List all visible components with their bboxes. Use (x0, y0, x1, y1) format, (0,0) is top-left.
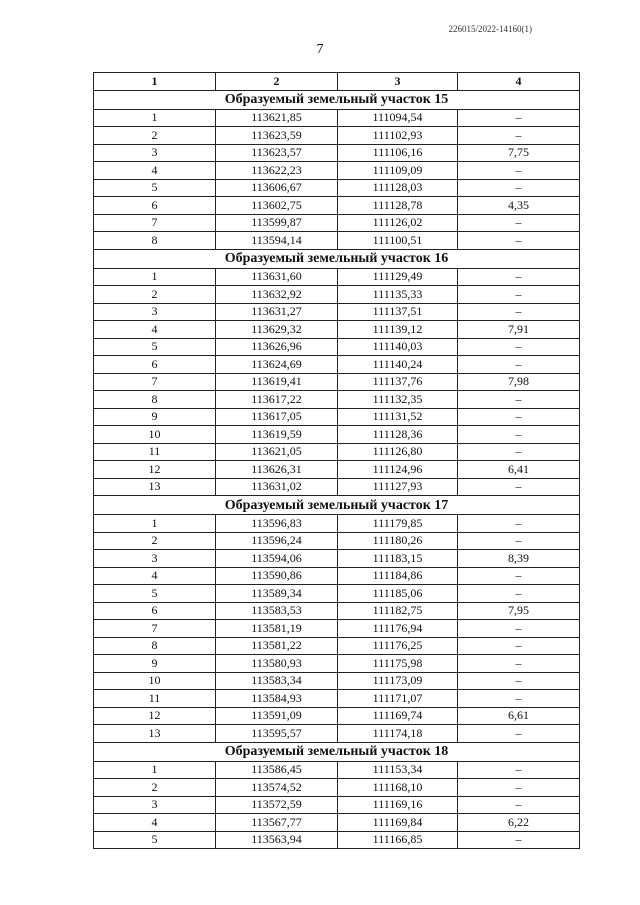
y-coordinate-cell: 111126,80 (338, 443, 458, 461)
table-row (94, 461, 580, 479)
point-number-cell: 13 (94, 478, 216, 496)
point-number-cell: 4 (94, 814, 216, 832)
table-row (94, 443, 580, 461)
point-number-cell: 5 (94, 338, 216, 356)
distance-cell: – (458, 779, 580, 797)
distance-cell: 4,35 (458, 197, 580, 215)
column-header: 2 (216, 73, 338, 91)
distance-cell: – (458, 655, 580, 673)
distance-cell: – (458, 725, 580, 743)
distance-cell: – (458, 620, 580, 638)
section-row (94, 742, 580, 761)
table-row (94, 725, 580, 743)
distance-cell: 7,75 (458, 144, 580, 162)
distance-cell: – (458, 637, 580, 655)
distance-cell: 6,41 (458, 461, 580, 479)
x-coordinate-cell: 113619,41 (216, 373, 338, 391)
x-coordinate-cell: 113632,92 (216, 286, 338, 304)
point-number-cell: 5 (94, 179, 216, 197)
x-coordinate-cell: 113584,93 (216, 690, 338, 708)
table-row (94, 232, 580, 250)
column-header: 3 (338, 73, 458, 91)
table-row (94, 532, 580, 550)
x-coordinate-cell: 113583,34 (216, 672, 338, 690)
point-number-cell: 1 (94, 268, 216, 286)
x-coordinate-cell: 113586,45 (216, 761, 338, 779)
table-row (94, 109, 580, 127)
y-coordinate-cell: 111126,02 (338, 214, 458, 232)
document-registration-number: 226015/2022-14160(1) (448, 24, 532, 34)
y-coordinate-cell: 111140,24 (338, 356, 458, 374)
distance-cell: 8,39 (458, 550, 580, 568)
distance-cell: – (458, 408, 580, 426)
point-number-cell: 8 (94, 232, 216, 250)
point-number-cell: 4 (94, 321, 216, 339)
point-number-cell: 12 (94, 707, 216, 725)
coordinates-table (93, 72, 580, 849)
x-coordinate-cell: 113626,96 (216, 338, 338, 356)
section-title: Образуемый земельный участок 18 (94, 742, 580, 761)
x-coordinate-cell: 113590,86 (216, 567, 338, 585)
table-row (94, 637, 580, 655)
distance-cell: 6,61 (458, 707, 580, 725)
point-number-cell: 7 (94, 214, 216, 232)
point-number-cell: 2 (94, 779, 216, 797)
section-title: Образуемый земельный участок 15 (94, 90, 580, 109)
x-coordinate-cell: 113580,93 (216, 655, 338, 673)
table-row (94, 831, 580, 849)
x-coordinate-cell: 113631,02 (216, 478, 338, 496)
distance-cell: – (458, 109, 580, 127)
point-number-cell: 5 (94, 585, 216, 603)
distance-cell: – (458, 303, 580, 321)
distance-cell: – (458, 214, 580, 232)
point-number-cell: 4 (94, 567, 216, 585)
column-header: 1 (94, 73, 216, 91)
table-row (94, 338, 580, 356)
y-coordinate-cell: 111169,84 (338, 814, 458, 832)
distance-cell: – (458, 443, 580, 461)
distance-cell: – (458, 567, 580, 585)
x-coordinate-cell: 113596,83 (216, 515, 338, 533)
y-coordinate-cell: 111180,26 (338, 532, 458, 550)
point-number-cell: 6 (94, 356, 216, 374)
distance-cell: – (458, 391, 580, 409)
point-number-cell: 6 (94, 602, 216, 620)
point-number-cell: 3 (94, 144, 216, 162)
y-coordinate-cell: 111171,07 (338, 690, 458, 708)
point-number-cell: 3 (94, 303, 216, 321)
x-coordinate-cell: 113595,57 (216, 725, 338, 743)
distance-cell: – (458, 268, 580, 286)
distance-cell: – (458, 690, 580, 708)
x-coordinate-cell: 113574,52 (216, 779, 338, 797)
point-number-cell: 9 (94, 408, 216, 426)
table-row (94, 162, 580, 180)
distance-cell: – (458, 127, 580, 145)
section-row (94, 90, 580, 109)
y-coordinate-cell: 111185,06 (338, 585, 458, 603)
y-coordinate-cell: 111183,15 (338, 550, 458, 568)
table-row (94, 620, 580, 638)
table-row (94, 268, 580, 286)
distance-cell: 7,91 (458, 321, 580, 339)
table-row (94, 286, 580, 304)
y-coordinate-cell: 111127,93 (338, 478, 458, 496)
point-number-cell: 2 (94, 127, 216, 145)
table-row (94, 602, 580, 620)
point-number-cell: 13 (94, 725, 216, 743)
point-number-cell: 7 (94, 373, 216, 391)
y-coordinate-cell: 111128,03 (338, 179, 458, 197)
x-coordinate-cell: 113596,24 (216, 532, 338, 550)
table-row (94, 303, 580, 321)
y-coordinate-cell: 111168,10 (338, 779, 458, 797)
y-coordinate-cell: 111176,94 (338, 620, 458, 638)
distance-cell: – (458, 831, 580, 849)
x-coordinate-cell: 113622,23 (216, 162, 338, 180)
y-coordinate-cell: 111174,18 (338, 725, 458, 743)
x-coordinate-cell: 113631,27 (216, 303, 338, 321)
table-row (94, 796, 580, 814)
table-row (94, 321, 580, 339)
point-number-cell: 11 (94, 443, 216, 461)
point-number-cell: 1 (94, 109, 216, 127)
page-number: 7 (316, 42, 324, 57)
point-number-cell: 7 (94, 620, 216, 638)
table-row (94, 197, 580, 215)
table-row (94, 356, 580, 374)
x-coordinate-cell: 113591,09 (216, 707, 338, 725)
x-coordinate-cell: 113602,75 (216, 197, 338, 215)
x-coordinate-cell: 113617,05 (216, 408, 338, 426)
table-row (94, 408, 580, 426)
table-row (94, 179, 580, 197)
table-row (94, 672, 580, 690)
distance-cell: – (458, 672, 580, 690)
table-header-row (94, 73, 580, 91)
distance-cell: – (458, 585, 580, 603)
x-coordinate-cell: 113606,67 (216, 179, 338, 197)
distance-cell: – (458, 761, 580, 779)
x-coordinate-cell: 113583,53 (216, 602, 338, 620)
table-row (94, 690, 580, 708)
y-coordinate-cell: 111137,51 (338, 303, 458, 321)
distance-cell: 7,98 (458, 373, 580, 391)
y-coordinate-cell: 111124,96 (338, 461, 458, 479)
point-number-cell: 8 (94, 391, 216, 409)
y-coordinate-cell: 111169,16 (338, 796, 458, 814)
y-coordinate-cell: 111135,33 (338, 286, 458, 304)
x-coordinate-cell: 113623,59 (216, 127, 338, 145)
table-row (94, 567, 580, 585)
x-coordinate-cell: 113624,69 (216, 356, 338, 374)
distance-cell: – (458, 426, 580, 444)
x-coordinate-cell: 113623,57 (216, 144, 338, 162)
point-number-cell: 3 (94, 550, 216, 568)
table-row (94, 478, 580, 496)
y-coordinate-cell: 111131,52 (338, 408, 458, 426)
point-number-cell: 12 (94, 461, 216, 479)
table-row (94, 655, 580, 673)
y-coordinate-cell: 111109,09 (338, 162, 458, 180)
point-number-cell: 4 (94, 162, 216, 180)
point-number-cell: 10 (94, 426, 216, 444)
y-coordinate-cell: 111128,78 (338, 197, 458, 215)
distance-cell: – (458, 532, 580, 550)
table-body (94, 90, 580, 849)
x-coordinate-cell: 113621,85 (216, 109, 338, 127)
distance-cell: – (458, 356, 580, 374)
point-number-cell: 10 (94, 672, 216, 690)
table-row (94, 814, 580, 832)
point-number-cell: 6 (94, 197, 216, 215)
table-row (94, 373, 580, 391)
x-coordinate-cell: 113594,06 (216, 550, 338, 568)
x-coordinate-cell: 113567,77 (216, 814, 338, 832)
y-coordinate-cell: 111100,51 (338, 232, 458, 250)
y-coordinate-cell: 111173,09 (338, 672, 458, 690)
distance-cell: – (458, 478, 580, 496)
y-coordinate-cell: 111139,12 (338, 321, 458, 339)
point-number-cell: 2 (94, 286, 216, 304)
y-coordinate-cell: 111102,93 (338, 127, 458, 145)
y-coordinate-cell: 111182,75 (338, 602, 458, 620)
table-row (94, 127, 580, 145)
point-number-cell: 1 (94, 515, 216, 533)
x-coordinate-cell: 113594,14 (216, 232, 338, 250)
distance-cell: – (458, 286, 580, 304)
y-coordinate-cell: 111166,85 (338, 831, 458, 849)
table-row (94, 391, 580, 409)
table-row (94, 779, 580, 797)
x-coordinate-cell: 113631,60 (216, 268, 338, 286)
y-coordinate-cell: 111179,85 (338, 515, 458, 533)
y-coordinate-cell: 111175,98 (338, 655, 458, 673)
x-coordinate-cell: 113581,19 (216, 620, 338, 638)
x-coordinate-cell: 113589,34 (216, 585, 338, 603)
y-coordinate-cell: 111129,49 (338, 268, 458, 286)
section-title: Образуемый земельный участок 16 (94, 249, 580, 268)
x-coordinate-cell: 113572,59 (216, 796, 338, 814)
point-number-cell: 8 (94, 637, 216, 655)
point-number-cell: 11 (94, 690, 216, 708)
point-number-cell: 2 (94, 532, 216, 550)
x-coordinate-cell: 113629,32 (216, 321, 338, 339)
section-title: Образуемый земельный участок 17 (94, 496, 580, 515)
table-row (94, 515, 580, 533)
distance-cell: 6,22 (458, 814, 580, 832)
y-coordinate-cell: 111094,54 (338, 109, 458, 127)
x-coordinate-cell: 113599,87 (216, 214, 338, 232)
x-coordinate-cell: 113621,05 (216, 443, 338, 461)
y-coordinate-cell: 111140,03 (338, 338, 458, 356)
column-header: 4 (458, 73, 580, 91)
table-row (94, 214, 580, 232)
x-coordinate-cell: 113563,94 (216, 831, 338, 849)
distance-cell: – (458, 232, 580, 250)
table-row (94, 550, 580, 568)
distance-cell: 7,95 (458, 602, 580, 620)
y-coordinate-cell: 111176,25 (338, 637, 458, 655)
table-row (94, 585, 580, 603)
x-coordinate-cell: 113581,22 (216, 637, 338, 655)
point-number-cell: 5 (94, 831, 216, 849)
y-coordinate-cell: 111169,74 (338, 707, 458, 725)
x-coordinate-cell: 113617,22 (216, 391, 338, 409)
distance-cell: – (458, 515, 580, 533)
distance-cell: – (458, 162, 580, 180)
distance-cell: – (458, 338, 580, 356)
distance-cell: – (458, 796, 580, 814)
x-coordinate-cell: 113619,59 (216, 426, 338, 444)
point-number-cell: 1 (94, 761, 216, 779)
y-coordinate-cell: 111128,36 (338, 426, 458, 444)
table-row (94, 144, 580, 162)
table-row (94, 707, 580, 725)
point-number-cell: 3 (94, 796, 216, 814)
section-row (94, 496, 580, 515)
table-row (94, 761, 580, 779)
y-coordinate-cell: 111106,16 (338, 144, 458, 162)
x-coordinate-cell: 113626,31 (216, 461, 338, 479)
point-number-cell: 9 (94, 655, 216, 673)
table-row (94, 426, 580, 444)
y-coordinate-cell: 111184,86 (338, 567, 458, 585)
y-coordinate-cell: 111132,35 (338, 391, 458, 409)
distance-cell: – (458, 179, 580, 197)
section-row (94, 249, 580, 268)
y-coordinate-cell: 111137,76 (338, 373, 458, 391)
y-coordinate-cell: 111153,34 (338, 761, 458, 779)
